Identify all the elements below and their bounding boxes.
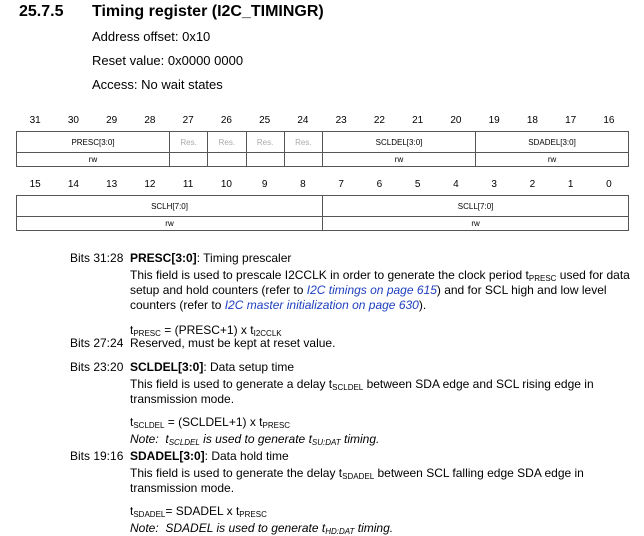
field-short: : Data hold time bbox=[204, 449, 289, 463]
bit-number: 24 bbox=[297, 115, 309, 126]
field-desc-presc bbox=[130, 251, 630, 338]
upper-bit-numbers bbox=[16, 115, 628, 129]
desc-text: This field is used to generate the delay t bbox=[130, 466, 343, 480]
subscript: SCLDEL bbox=[332, 383, 364, 392]
access-type: rw bbox=[476, 153, 629, 167]
desc-text: This field is used to prescale I2CCLK in order to generate the clock period t bbox=[130, 268, 529, 282]
bits-label-sdadel: Bits 19:16 bbox=[70, 449, 124, 463]
address-offset: Address offset: 0x10 bbox=[92, 29, 211, 44]
bit-number: 15 bbox=[29, 179, 41, 190]
bit-number: 11 bbox=[182, 179, 194, 190]
note: Note: SDADEL is used to generate $t_{HD:DAT}$ timing. bbox=[130, 521, 394, 536]
register-lower-table bbox=[16, 195, 629, 231]
formula: $t_{SCLDEL}$ = (SCLDEL+1) x $t_{PRESC}$ bbox=[130, 415, 291, 430]
field-scldel: SCLDEL[3:0] bbox=[323, 132, 476, 153]
link-i2c-timings[interactable]: I2C timings on page 615 bbox=[306, 283, 437, 297]
field-reserved: Res. bbox=[284, 132, 322, 153]
bit-number: 28 bbox=[144, 115, 156, 126]
field-name: SDADEL[3:0] bbox=[130, 449, 205, 463]
reset-value: Reset value: 0x0000 0000 bbox=[92, 53, 244, 68]
field-desc-scldel bbox=[130, 360, 630, 447]
bit-number: 7 bbox=[338, 179, 344, 190]
bit-number: 4 bbox=[453, 179, 459, 190]
desc-text: ) and for SCL high and low level counters (refer to bbox=[130, 283, 607, 312]
link-i2c-master-init[interactable]: I2C master initialization on page 630 bbox=[224, 298, 419, 312]
section-number: 25.7.5 bbox=[19, 3, 64, 20]
formula: $t_{PRESC}$ = (PRESC+1) x $t_{I2CCLK}$ bbox=[130, 323, 282, 338]
subscript: PRESC bbox=[528, 274, 557, 283]
access-type: rw bbox=[17, 217, 323, 231]
bit-number: 17 bbox=[565, 115, 577, 126]
subscript: SDADEL bbox=[342, 472, 375, 481]
field-name: PRESC[3:0] bbox=[130, 251, 197, 265]
bit-number: 9 bbox=[261, 179, 268, 190]
bit-number: 16 bbox=[603, 115, 615, 126]
bit-number: 23 bbox=[335, 115, 347, 126]
desc-text: used for data setup and hold counters (refer to bbox=[130, 268, 630, 297]
field-sclh: SCLH[7:0] bbox=[17, 196, 323, 217]
bit-number: 26 bbox=[220, 115, 232, 126]
bit-number: 19 bbox=[488, 115, 500, 126]
bits-label-scldel: Bits 23:20 bbox=[70, 360, 124, 374]
bit-number: 31 bbox=[29, 115, 41, 126]
bit-number: 22 bbox=[373, 115, 385, 126]
field-presc: PRESC[3:0] bbox=[17, 132, 170, 153]
field-desc-reserved: Reserved, must be kept at reset value. bbox=[130, 336, 336, 350]
field-desc-sdadel bbox=[130, 449, 630, 536]
bit-number: 8 bbox=[300, 179, 306, 190]
bits-label-presc: Bits 31:28 bbox=[70, 251, 124, 265]
register-upper-table bbox=[16, 131, 629, 167]
access-info: Access: No wait states bbox=[92, 77, 223, 92]
lower-bit-numbers bbox=[16, 179, 628, 193]
field-short: : Timing prescaler bbox=[196, 251, 292, 265]
bit-number: 1 bbox=[567, 179, 574, 190]
desc-text: between SDA edge and SCL rising edge in transmission mode. bbox=[130, 377, 594, 406]
bit-number: 12 bbox=[144, 179, 156, 190]
note: Note: $t_{SCLDEL}$ is used to generate $t_{SU:DAT}$ timing. bbox=[130, 432, 380, 447]
field-reserved: Res. bbox=[208, 132, 246, 153]
field-name: SCLDEL[3:0] bbox=[130, 360, 204, 374]
field-reserved: Res. bbox=[246, 132, 284, 153]
page-title: Timing register (I2C_TIMINGR) bbox=[92, 3, 324, 20]
bit-number: 13 bbox=[106, 179, 118, 190]
bit-number: 29 bbox=[106, 115, 118, 126]
formula: $t_{SDADEL}=$ SDADEL x $t_{PRESC}$ bbox=[130, 504, 267, 519]
bit-number: 14 bbox=[67, 179, 79, 190]
bit-number: 0 bbox=[606, 179, 612, 190]
field-short: : Data setup time bbox=[203, 360, 295, 374]
desc-text: between SCL falling edge SDA edge in transmission mode. bbox=[130, 466, 584, 495]
bit-number: 5 bbox=[414, 179, 421, 190]
field-sdadel: SDADEL[3:0] bbox=[476, 132, 629, 153]
bit-number: 30 bbox=[67, 115, 79, 126]
bit-number: 21 bbox=[412, 115, 424, 126]
bits-label-reserved: Bits 27:24 bbox=[70, 336, 124, 350]
bit-number: 27 bbox=[182, 115, 194, 126]
access-type: rw bbox=[323, 217, 629, 231]
bit-number: 6 bbox=[376, 179, 383, 190]
bit-number: 3 bbox=[491, 179, 497, 190]
access-type: rw bbox=[323, 153, 476, 167]
field-scll: SCLL[7:0] bbox=[323, 196, 629, 217]
bit-number: 10 bbox=[220, 179, 232, 190]
access-type: rw bbox=[17, 153, 170, 167]
field-reserved: Res. bbox=[170, 132, 208, 153]
bit-number: 2 bbox=[529, 179, 536, 190]
bit-number: 25 bbox=[259, 115, 271, 126]
bit-number: 18 bbox=[526, 115, 538, 126]
desc-text: This field is used to generate a delay t bbox=[130, 377, 333, 391]
bit-number: 20 bbox=[450, 115, 462, 126]
desc-text: ). bbox=[418, 298, 427, 312]
